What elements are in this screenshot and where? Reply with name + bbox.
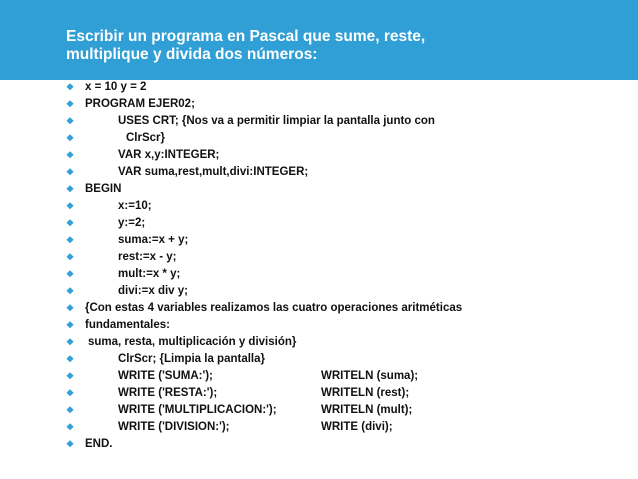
code-line-second-column: WRITELN (rest); (321, 387, 410, 399)
code-line-text: WRITE ('DIVISION:'); (118, 421, 230, 433)
code-line-text: fundamentales: (85, 319, 170, 331)
code-line-text: ClrScr} (126, 132, 165, 144)
diamond-bullet-icon: ❖ (66, 99, 75, 109)
code-line-text: mult:=x * y; (118, 268, 181, 280)
code-line (66, 436, 626, 453)
slide-title (66, 28, 586, 64)
code-line (66, 385, 626, 402)
code-line (66, 419, 626, 436)
code-line (66, 164, 626, 181)
diamond-bullet-icon: ❖ (66, 133, 75, 143)
code-line (66, 317, 626, 334)
diamond-bullet-icon: ❖ (66, 286, 75, 296)
code-line-text: USES CRT; {Nos va a permitir limpiar la pantalla junto con (118, 115, 435, 127)
code-line (66, 96, 626, 113)
code-line-text: rest:=x - y; (118, 251, 177, 263)
code-line (66, 130, 626, 147)
diamond-bullet-icon: ❖ (66, 371, 75, 381)
diamond-bullet-icon: ❖ (66, 116, 75, 126)
diamond-bullet-icon: ❖ (66, 184, 75, 194)
code-line (66, 249, 626, 266)
code-line-text: WRITE ('SUMA:'); (118, 370, 213, 382)
code-line-text: suma, resta, multiplicación y división} (88, 336, 297, 348)
diamond-bullet-icon: ❖ (66, 422, 75, 432)
code-line-text: y:=2; (118, 217, 146, 229)
code-line (66, 147, 626, 164)
code-line (66, 351, 626, 368)
code-line-second-column: WRITELN (suma); (321, 370, 419, 382)
code-line-text: ClrScr; {Limpia la pantalla} (118, 353, 265, 365)
code-line (66, 402, 626, 419)
code-line-text: divi:=x div y; (118, 285, 188, 297)
code-line-text: x = 10 y = 2 (85, 81, 147, 93)
code-line (66, 368, 626, 385)
diamond-bullet-icon: ❖ (66, 252, 75, 262)
code-line (66, 283, 626, 300)
code-line-text: WRITE ('MULTIPLICACION:'); (118, 404, 277, 416)
diamond-bullet-icon: ❖ (66, 303, 75, 313)
code-line (66, 232, 626, 249)
code-line-text: BEGIN (85, 183, 122, 195)
code-line-text: END. (85, 438, 113, 450)
code-line (66, 215, 626, 232)
diamond-bullet-icon: ❖ (66, 439, 75, 449)
code-line-second-column: WRITELN (mult); (321, 404, 413, 416)
code-line (66, 113, 626, 130)
diamond-bullet-icon: ❖ (66, 337, 75, 347)
diamond-bullet-icon: ❖ (66, 201, 75, 211)
code-line (66, 79, 626, 96)
code-line-text: VAR x,y:INTEGER; (118, 149, 220, 161)
diamond-bullet-icon: ❖ (66, 167, 75, 177)
diamond-bullet-icon: ❖ (66, 218, 75, 228)
code-line-text: PROGRAM EJER02; (85, 98, 195, 110)
diamond-bullet-icon: ❖ (66, 235, 75, 245)
code-line (66, 181, 626, 198)
code-line-second-column: WRITE (divi); (321, 421, 393, 433)
code-line-text: VAR suma,rest,mult,divi:INTEGER; (118, 166, 309, 178)
diamond-bullet-icon: ❖ (66, 269, 75, 279)
diamond-bullet-icon: ❖ (66, 388, 75, 398)
code-listing (66, 79, 626, 453)
code-line-text: WRITE ('RESTA:'); (118, 387, 218, 399)
code-line-text: {Con estas 4 variables realizamos las cuatro operaciones aritméticas (85, 302, 463, 314)
code-line (66, 300, 626, 317)
slide-title-line-1: Escribir un programa en Pascal que sume, reste, (66, 28, 426, 45)
diamond-bullet-icon: ❖ (66, 354, 75, 364)
diamond-bullet-icon: ❖ (66, 405, 75, 415)
code-line-text: suma:=x + y; (118, 234, 189, 246)
slide-title-line-2: multiplique y divida dos números: (66, 46, 318, 63)
code-line (66, 334, 626, 351)
diamond-bullet-icon: ❖ (66, 82, 75, 92)
code-line-text: x:=10; (118, 200, 152, 212)
code-line (66, 266, 626, 283)
diamond-bullet-icon: ❖ (66, 320, 75, 330)
code-line (66, 198, 626, 215)
diamond-bullet-icon: ❖ (66, 150, 75, 160)
